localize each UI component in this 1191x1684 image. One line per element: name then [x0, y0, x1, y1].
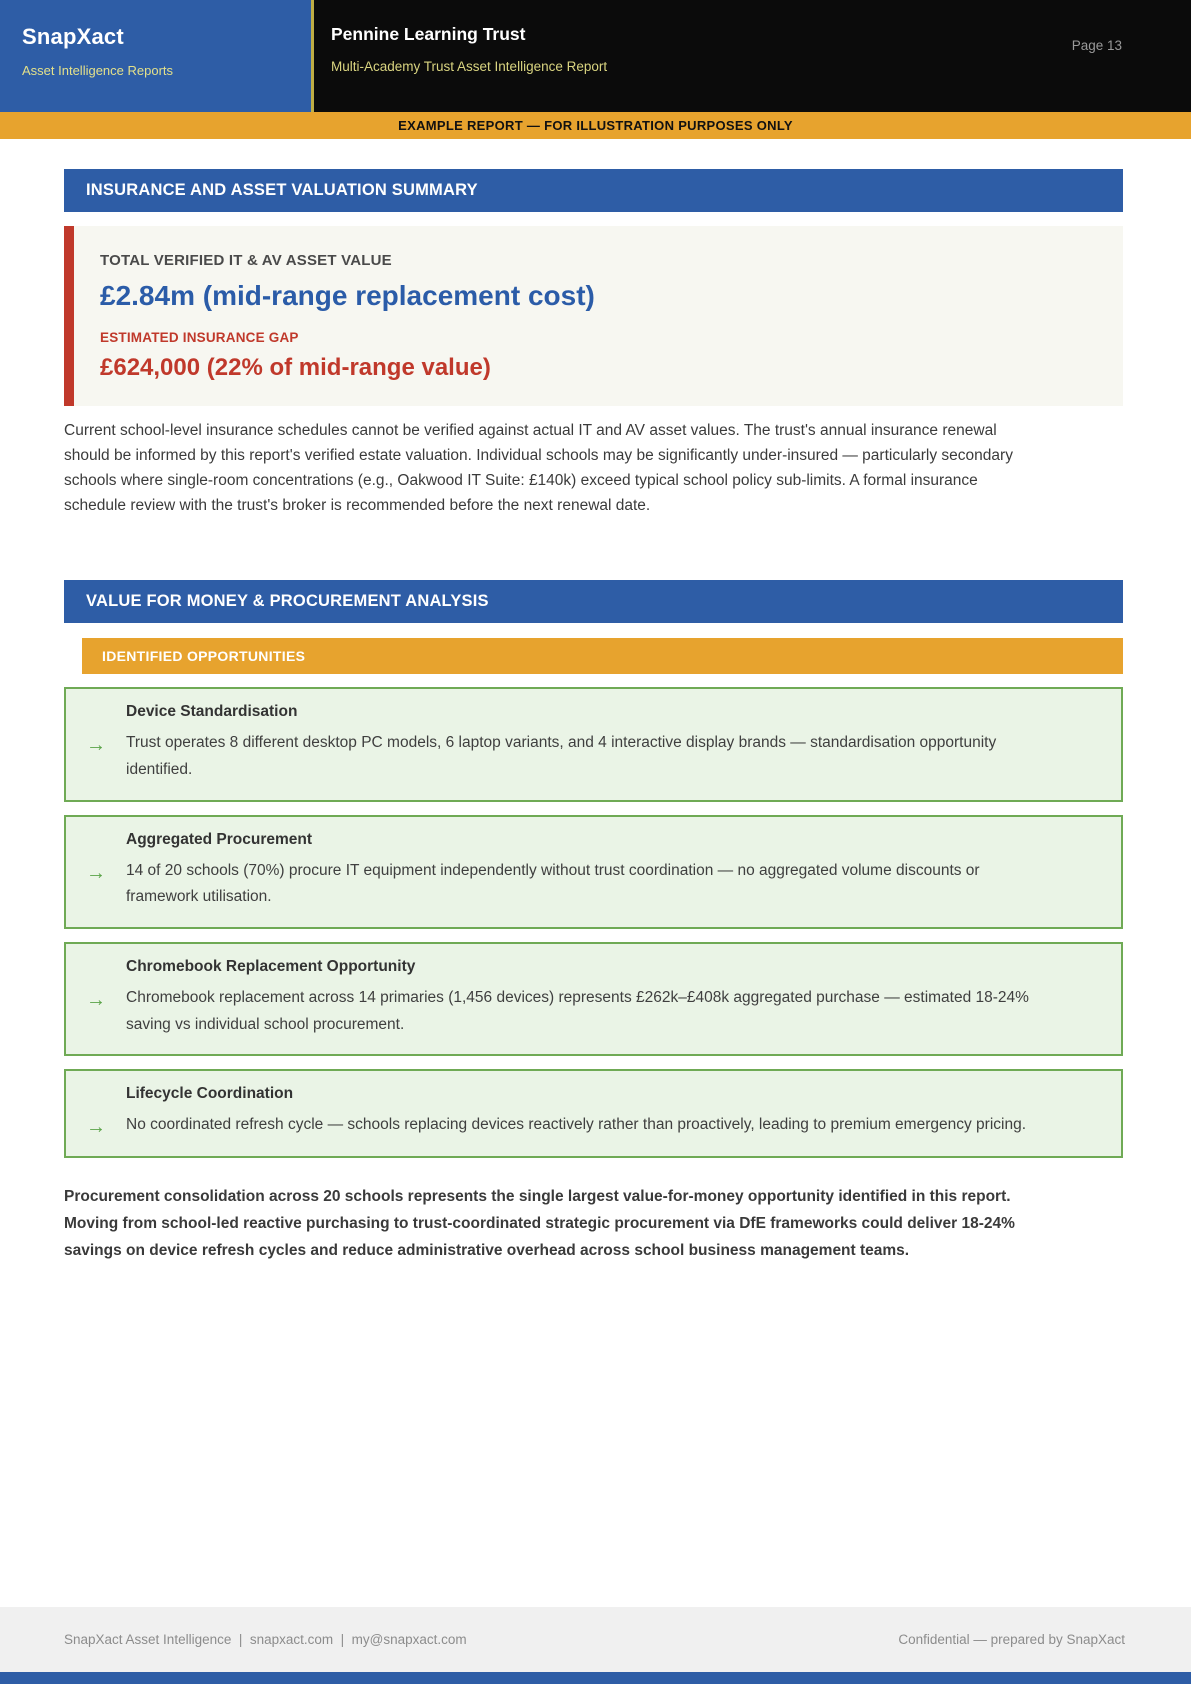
report-content: [0, 169, 1191, 1264]
arrow-icon: →: [86, 861, 106, 884]
trust-title-box: [311, 0, 1191, 112]
brand-name: SnapXact: [22, 24, 124, 49]
arrow-icon: →: [86, 1116, 106, 1139]
opportunity-title: Device Standardisation: [126, 703, 298, 721]
bottom-accent-bar: [0, 1672, 1191, 1684]
section-header-vfm: VALUE FOR MONEY & PROCUREMENT ANALYSIS: [64, 580, 1123, 623]
opportunity-title: Chromebook Replacement Opportunity: [126, 958, 416, 976]
valuation-summary-box: [64, 226, 1123, 406]
insurance-gap-label: ESTIMATED INSURANCE GAP: [100, 330, 299, 345]
arrow-icon: →: [86, 734, 106, 757]
footer-confidential-note: Confidential — prepared by SnapXact: [898, 1632, 1125, 1647]
brand-box: [0, 0, 311, 112]
insurance-gap-value: £624,000 (22% of mid-range value): [100, 354, 491, 381]
asset-value: £2.84m (mid-range replacement cost): [100, 280, 595, 311]
opportunity-title: Aggregated Procurement: [126, 830, 313, 848]
footer-contact-info: SnapXact Asset Intelligence | snapxact.com | my@snapxact.com: [64, 1632, 467, 1647]
opportunity-text: 14 of 20 schools (70%) procure IT equipment independently without trust coordination — no aggregated volume discounts or framework utilisation.: [126, 861, 980, 906]
insurance-paragraph: Current school-level insurance schedules cannot be verified against actual IT and AV asset values. The trust's annual insurance renewal should be informed by this report's verified estate valuation. Individual schools may be significantly under-insured — particularly secondary schools where single-room concentrations (e.g., Oakwood IT Suite: £140k) exceed typical school policy sub-limits. A formal insurance schedule review with the trust's broker is recommended before the next renewal date.: [64, 422, 1013, 515]
trust-name: Pennine Learning Trust: [331, 24, 526, 44]
example-report-banner: EXAMPLE REPORT — FOR ILLUSTRATION PURPOSES ONLY: [0, 112, 1191, 139]
arrow-icon: →: [86, 989, 106, 1012]
asset-value-label: TOTAL VERIFIED IT & AV ASSET VALUE: [100, 252, 392, 269]
opportunity-text: Chromebook replacement across 14 primaries (1,456 devices) represents £262k–£408k aggregated purchase — estimated 18-24% saving vs individual school procurement.: [126, 989, 1029, 1033]
report-header: [0, 0, 1191, 112]
opportunity-text: Trust operates 8 different desktop PC models, 6 laptop variants, and 4 interactive display brands — standardisation opportunity identified.: [126, 734, 997, 779]
opportunity-card-lifecycle-coordination: [64, 1069, 1123, 1158]
subheader-identified-opportunities: IDENTIFIED OPPORTUNITIES: [82, 638, 1123, 674]
report-footer: [0, 1607, 1191, 1672]
opportunity-card-device-standardisation: [64, 687, 1123, 801]
opportunity-card-chromebook-replacement: [64, 942, 1123, 1056]
section-header-insurance: INSURANCE AND ASSET VALUATION SUMMARY: [64, 169, 1123, 212]
report-subtitle: Multi-Academy Trust Asset Intelligence Report: [331, 59, 608, 74]
page-number: Page 13: [1071, 38, 1122, 53]
opportunity-text: No coordinated refresh cycle — schools replacing devices reactively rather than proactively, leading to premium emergency pricing.: [126, 1116, 1026, 1134]
brand-subtitle: Asset Intelligence Reports: [22, 63, 174, 78]
opportunity-card-aggregated-procurement: [64, 815, 1123, 929]
opportunity-title: Lifecycle Coordination: [126, 1085, 294, 1103]
procurement-conclusion: Procurement consolidation across 20 schools represents the single largest value-for-money opportunity identified in this report. Moving from school-led reactive purchasing to trust-coordinated strategic procurement via DfE frameworks could deliver 18-24% savings on device refresh cycles and reduce administrative overhead across school business management teams.: [64, 1188, 1015, 1259]
